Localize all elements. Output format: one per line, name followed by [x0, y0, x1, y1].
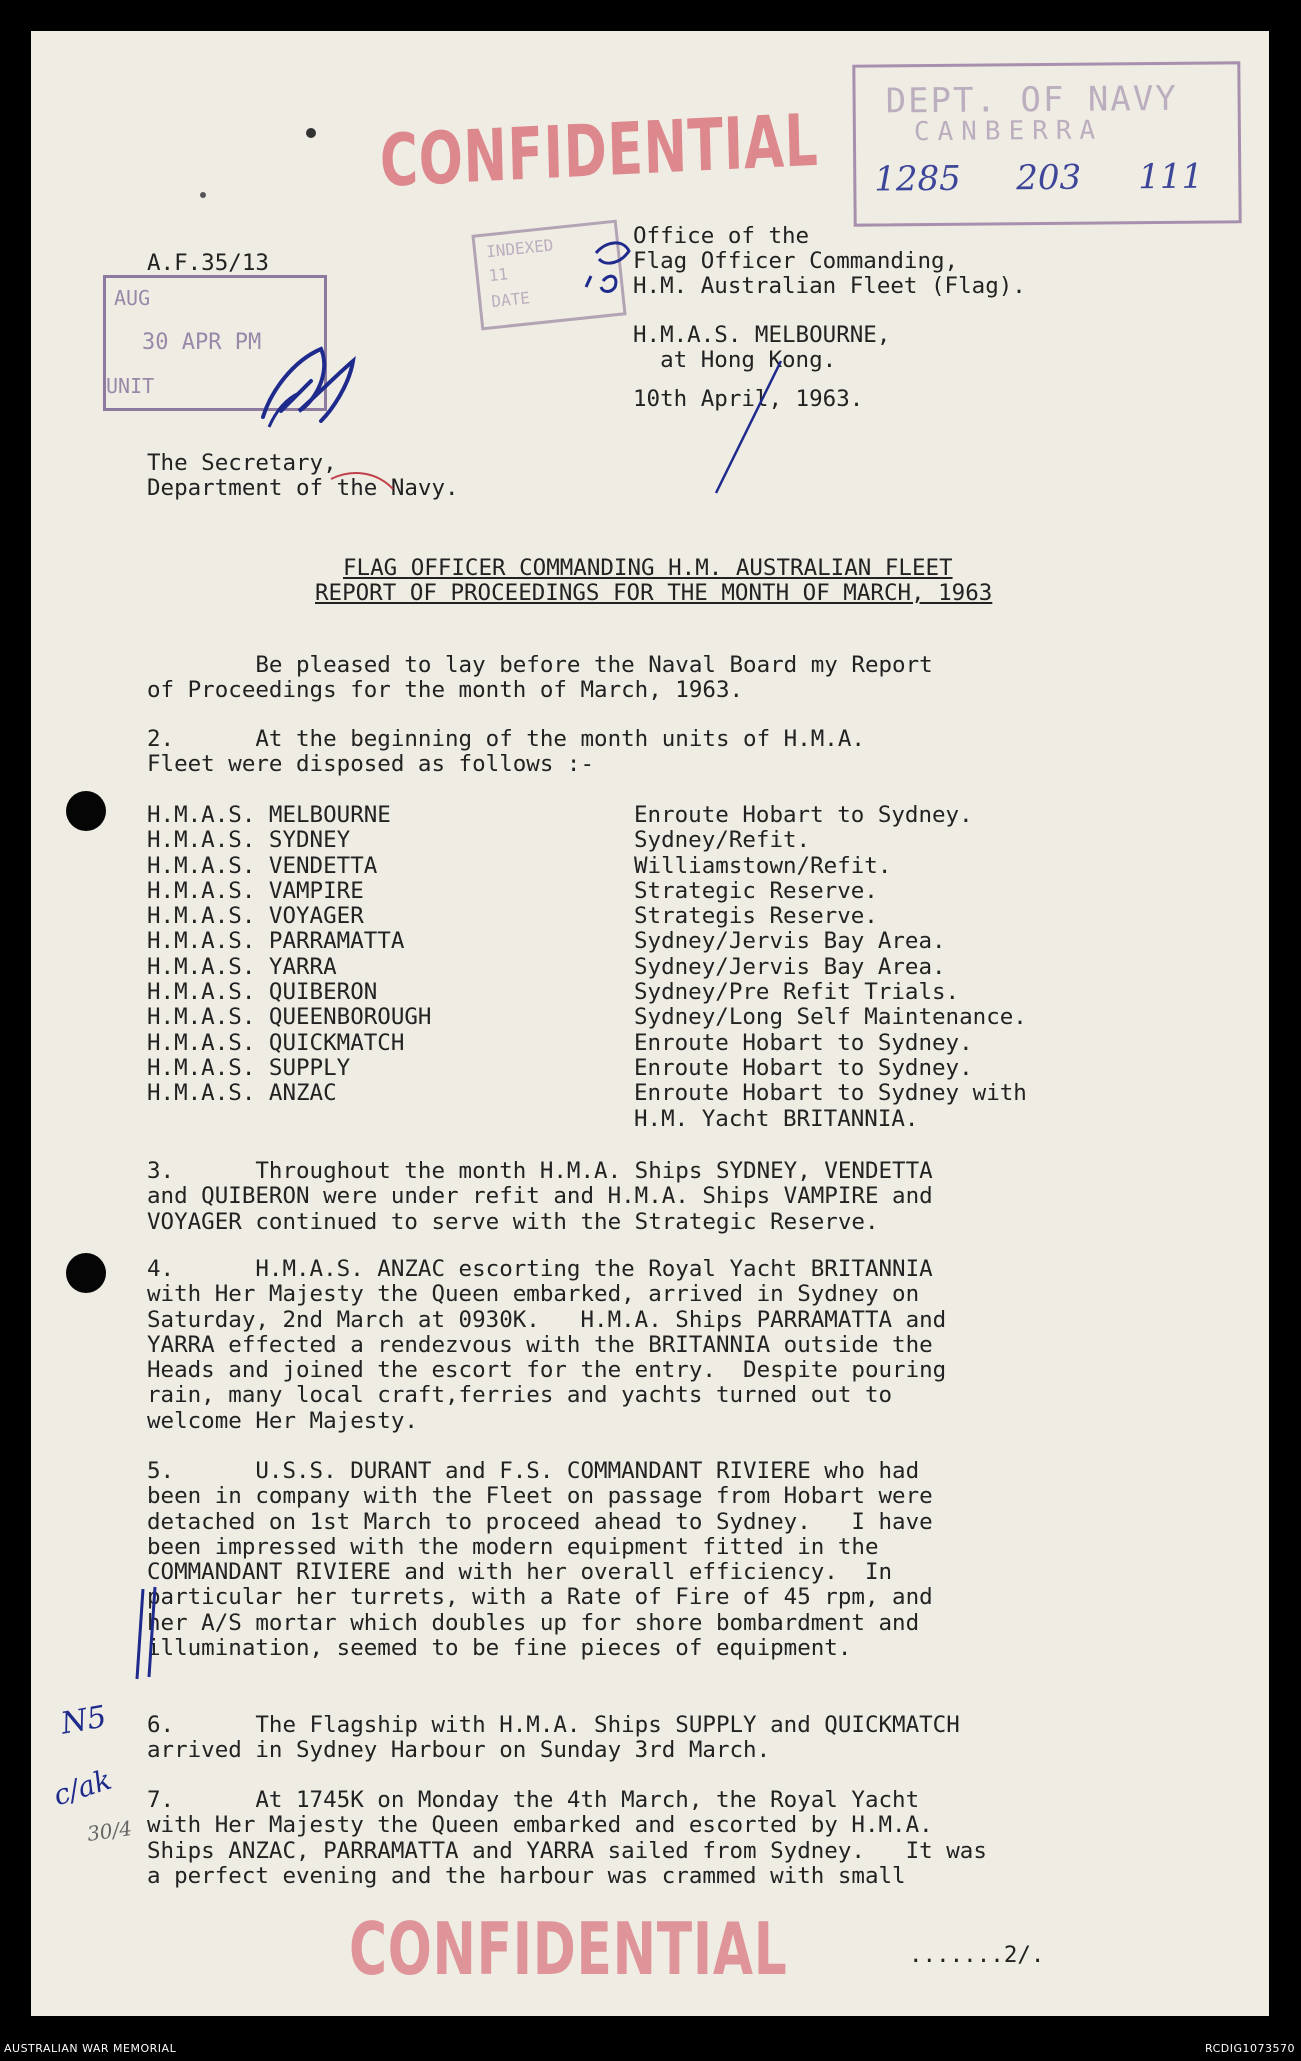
margin-note-n5: N5 — [58, 1699, 110, 1742]
para3-line: and QUIBERON were under refit and H.M.A. Ships VAMPIRE and — [147, 1183, 933, 1210]
letter-date: 10th April, 1963. — [633, 386, 864, 412]
ship-status: Strategis Reserve. — [634, 903, 878, 930]
dept-navy-number-3: 111 — [1138, 156, 1204, 198]
ship-status: Sydney/Jervis Bay Area. — [634, 928, 946, 955]
received-line1: AUG — [114, 286, 151, 310]
archive-footer-left: AUSTRALIAN WAR MEMORIAL — [4, 2042, 177, 2055]
red-check-mark — [331, 473, 393, 489]
ship-name: H.M.A.S. QUEENBOROUGH — [147, 1004, 432, 1031]
received-unit: UNIT — [106, 374, 155, 398]
report-title-line-2: REPORT OF PROCEEDINGS FOR THE MONTH OF MARCH, 1963 — [315, 580, 993, 606]
para5-line: COMMANDANT RIVIERE and with her overall efficiency. In — [147, 1559, 893, 1586]
para3-line: VOYAGER continued to serve with the Strategic Reserve. — [147, 1208, 879, 1235]
file-reference: A.F.35/13 — [147, 250, 269, 276]
para5-line: her A/S mortar which doubles up for shore bombardment and — [147, 1609, 920, 1636]
para4-line: Saturday, 2nd March at 0930K. H.M.A. Ships PARRAMATTA and — [147, 1306, 947, 1333]
ship-name: H.M.A.S. VAMPIRE — [147, 877, 364, 904]
dept-navy-line2: CANBERRA — [913, 115, 1104, 148]
margin-vertical-line-1 — [137, 1589, 143, 1679]
archive-footer-right: RCDIG1073570 — [1204, 2042, 1295, 2055]
ship-status: Sydney/Pre Refit Trials. — [634, 979, 960, 1006]
signature-scribble — [263, 349, 353, 421]
para4-line: with Her Majesty the Queen embarked, arrived in Sydney on — [147, 1281, 920, 1308]
ship-name: H.M.A.S. SUPPLY — [147, 1054, 351, 1081]
ship-status: Enroute Hobart to Sydney with — [634, 1080, 1027, 1107]
para6-line: 6. The Flagship with H.M.A. Ships SUPPLY and QUICKMATCH — [147, 1712, 960, 1738]
intro-line: Be pleased to lay before the Naval Board my Report — [147, 652, 933, 678]
indexed-ink-mark — [596, 243, 629, 263]
para6-line: arrived in Sydney Harbour on Sunday 3rd March. — [147, 1737, 771, 1764]
ship-name: H.M.A.S. YARRA — [147, 953, 337, 980]
addressee-line-2: Department of the Navy. — [147, 475, 459, 501]
para5-line: been impressed with the modern equipment fitted in the — [147, 1533, 879, 1560]
para3-line: 3. Throughout the month H.M.A. Ships SYDNEY, VENDETTA — [147, 1158, 933, 1184]
indexed-line2: 11 — [487, 264, 509, 286]
addressee-line-1: The Secretary, — [147, 450, 337, 476]
para5-line: been in company with the Fleet on passage from Hobart were — [147, 1483, 933, 1510]
margin-note-date: 30/4 — [85, 1815, 134, 1847]
ship-status: Enroute Hobart to Sydney. — [634, 1029, 973, 1056]
para7-line: Ships ANZAC, PARRAMATTA and YARRA sailed from Sydney. It was — [147, 1837, 987, 1864]
para5-line: illumination, seemed to be fine pieces of equipment. — [147, 1635, 852, 1662]
ship-name: H.M.A.S. QUICKMATCH — [147, 1029, 405, 1056]
ship-name: H.M.A.S. PARRAMATTA — [147, 928, 405, 955]
location-line-1: H.M.A.S. MELBOURNE, — [633, 322, 891, 348]
dept-navy-line1: DEPT. OF NAVY — [885, 78, 1178, 122]
margin-vertical-line-2 — [149, 1587, 155, 1677]
ship-status: H.M. Yacht BRITANNIA. — [634, 1105, 919, 1132]
dept-navy-number-2: 203 — [1016, 157, 1082, 199]
ship-status: Sydney/Refit. — [634, 827, 811, 854]
ship-status: Sydney/Long Self Maintenance. — [634, 1004, 1027, 1031]
ship-name: H.M.A.S. ANZAC — [147, 1080, 337, 1107]
ship-status: Strategic Reserve. — [634, 877, 878, 904]
ship-name: H.M.A.S. SYDNEY — [147, 827, 351, 854]
page-continuation: .......2/. — [909, 1942, 1045, 1968]
para5-line: detached on 1st March to proceed ahead to Sydney. I have — [147, 1508, 933, 1535]
office-line-3: H.M. Australian Fleet (Flag). — [633, 273, 1026, 299]
ship-name: H.M.A.S. QUIBERON — [147, 979, 378, 1006]
para5-line: 5. U.S.S. DURANT and F.S. COMMANDANT RIVIERE who had — [147, 1458, 920, 1484]
intro-line: of Proceedings for the month of March, 1963. — [147, 677, 744, 704]
indexed-ink-digit — [586, 276, 616, 292]
report-title-line-1: FLAG OFFICER COMMANDING H.M. AUSTRALIAN FLEET — [343, 555, 953, 581]
para7-line: a perfect evening and the harbour was crammed with small — [147, 1862, 906, 1889]
indexed-line3: DATE — [490, 288, 531, 312]
para7-line: 7. At 1745K on Monday the 4th March, the Royal Yacht — [147, 1787, 920, 1813]
office-line-2: Flag Officer Commanding, — [633, 248, 959, 274]
para4-line: 4. H.M.A.S. ANZAC escorting the Royal Yacht BRITANNIA — [147, 1256, 933, 1282]
confidential-stamp-top: CONFIDENTIAL — [379, 97, 820, 203]
para4-line: welcome Her Majesty. — [147, 1407, 418, 1434]
para2-line: Fleet were disposed as follows :- — [147, 751, 595, 778]
ink-spot — [200, 192, 206, 198]
handwriting-overlay — [31, 31, 1269, 2016]
location-line-2: at Hong Kong. — [633, 347, 837, 373]
ship-name: H.M.A.S. MELBOURNE — [147, 802, 391, 828]
received-date: 30 APR PM — [142, 330, 262, 355]
ship-name: H.M.A.S. VENDETTA — [147, 852, 378, 879]
para2-line: 2. At the beginning of the month units of H.M.A. — [147, 726, 865, 752]
para7-line: with Her Majesty the Queen embarked and escorted by H.M.A. — [147, 1812, 933, 1839]
indexed-line1: INDEXED — [485, 235, 555, 262]
confidential-stamp-bottom: CONFIDENTIAL — [349, 1907, 788, 1991]
para4-line: Heads and joined the escort for the entry. Despite pouring — [147, 1357, 947, 1384]
para4-line: rain, many local craft,ferries and yachts turned out to — [147, 1382, 893, 1409]
dept-navy-number-1: 1285 — [874, 158, 962, 200]
margin-note-initials: c/ak — [49, 1762, 116, 1813]
ship-status: Enroute Hobart to Sydney. — [634, 802, 973, 828]
para4-line: YARRA effected a rendezvous with the BRITANNIA outside the — [147, 1331, 933, 1358]
diagonal-pen-line — [716, 361, 781, 493]
document-page — [31, 31, 1269, 2016]
ship-status: Williamstown/Refit. — [634, 852, 892, 879]
para5-line: particular her turrets, with a Rate of Fire of 45 rpm, and — [147, 1584, 933, 1611]
ink-spot — [306, 128, 316, 138]
ship-name: H.M.A.S. VOYAGER — [147, 903, 364, 930]
ship-status: Sydney/Jervis Bay Area. — [634, 953, 946, 980]
ship-status: Enroute Hobart to Sydney. — [634, 1054, 973, 1081]
office-line-1: Office of the — [633, 223, 810, 249]
